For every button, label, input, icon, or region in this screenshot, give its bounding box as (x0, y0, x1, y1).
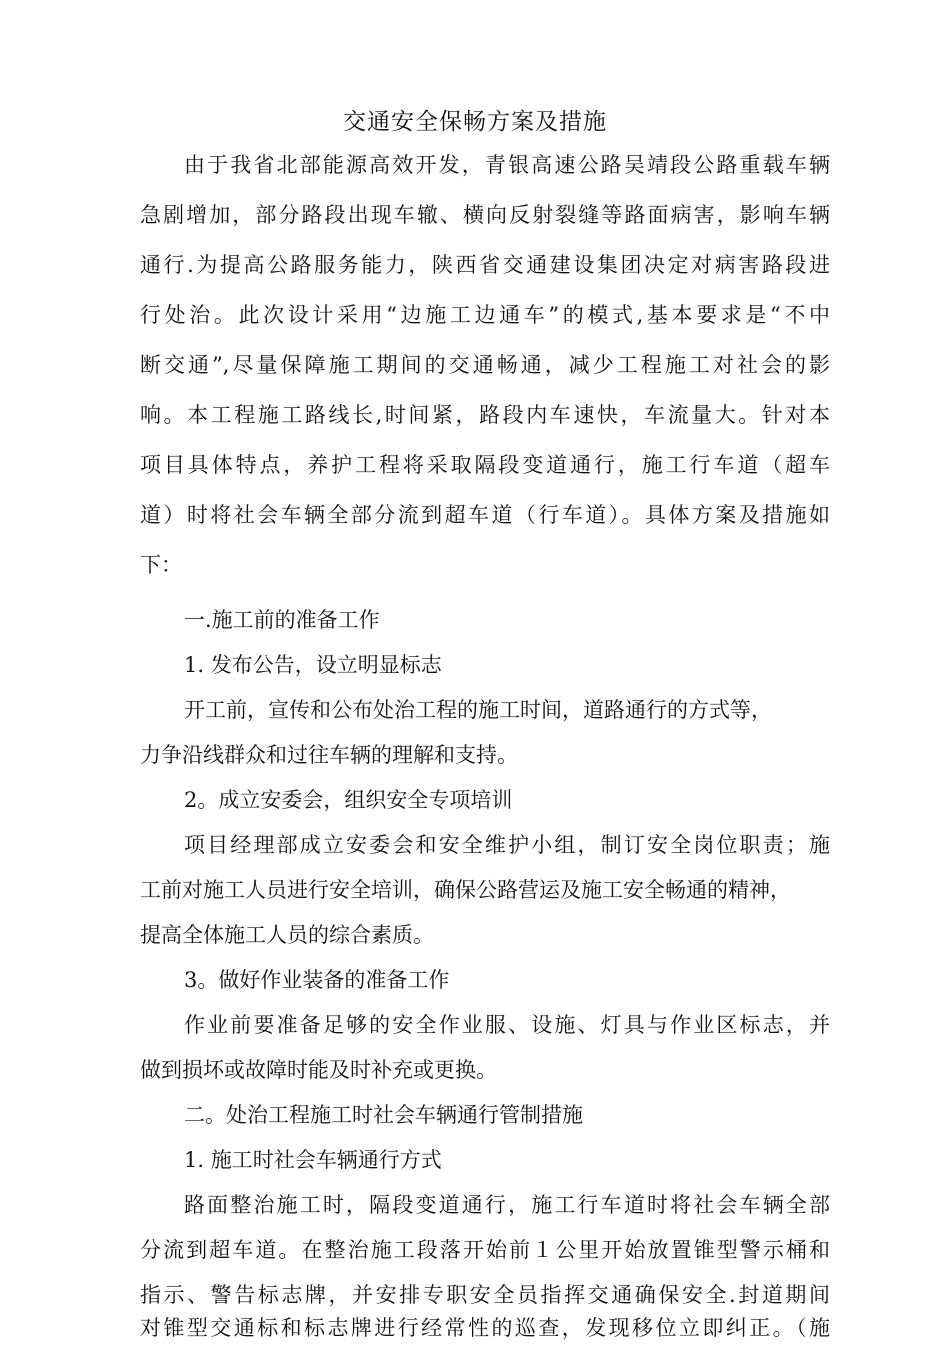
subsection-heading: 2。成立安委会，组织安全专项培训 (184, 788, 513, 812)
paragraph-line: 对锥型交通标和标志牌进行经常性的巡查，发现移位立即纠正。（施 (140, 1316, 830, 1340)
paragraph-line: 开工前，宣传和公布处治工程的施工时间，道路通行的方式等， (184, 698, 772, 722)
paragraph-line: 断交通”,尽量保障施工期间的交通畅通，减少工程施工对社会的影 (140, 353, 830, 377)
paragraph-line: 响。本工程施工路线长,时间紧，路段内车速快，车流量大。针对本 (140, 403, 830, 427)
paragraph-line: 项目具体特点，养护工程将采取隔段变道通行，施工行车道（超车 (140, 453, 830, 477)
paragraph-line: 作业前要准备足够的安全作业服、设施、灯具与作业区标志，并 (184, 1013, 830, 1037)
paragraph-line: 工前对施工人员进行安全培训，确保公路营运及施工安全畅通的精神， (140, 878, 791, 902)
paragraph-line: 下： (140, 553, 182, 577)
paragraph-line: 做到损坏或故障时能及时补充或更换。 (140, 1058, 497, 1082)
paragraph-line: 项目经理部成立安委会和安全维护小组，制订安全岗位职责；施 (184, 833, 830, 857)
paragraph-line: 道）时将社会车辆全部分流到超车道（行车道）。具体方案及措施如 (140, 503, 830, 527)
paragraph-line: 路面整治施工时，隔段变道通行，施工行车道时将社会车辆全部 (184, 1193, 830, 1217)
paragraph-line: 分流到超车道。在整治施工段落开始前１公里开始放置锥型警示桶和 (140, 1238, 830, 1262)
subsection-heading: 3。做好作业装备的准备工作 (184, 968, 450, 992)
subsection-heading: 1. 发布公告，设立明显标志 (184, 653, 442, 677)
paragraph-line: 由于我省北部能源高效开发，青银高速公路吴靖段公路重载车辆 (184, 153, 830, 177)
paragraph-line: 指示、警告标志牌，并安排专职安全员指挥交通确保安全.封道期间 (140, 1283, 830, 1307)
document-title: 交通安全保畅方案及措施 (343, 109, 607, 135)
subsection-heading: 1. 施工时社会车辆通行方式 (184, 1148, 442, 1172)
paragraph-line: 力争沿线群众和过往车辆的理解和支持。 (140, 743, 518, 767)
paragraph-line: 通行.为提高公路服务能力，陕西省交通建设集团决定对病害路段进 (140, 253, 830, 277)
paragraph-line: 行处治。此次设计采用“边施工边通车”的模式,基本要求是“不中 (140, 303, 830, 327)
section-heading: 一.施工前的准备工作 (184, 608, 380, 632)
paragraph-line: 提高全体施工人员的综合素质。 (140, 923, 434, 947)
paragraph-line: 急剧增加，部分路段出现车辙、横向反射裂缝等路面病害，影响车辆 (140, 203, 830, 227)
section-heading: 二。处治工程施工时社会车辆通行管制措施 (184, 1103, 583, 1127)
